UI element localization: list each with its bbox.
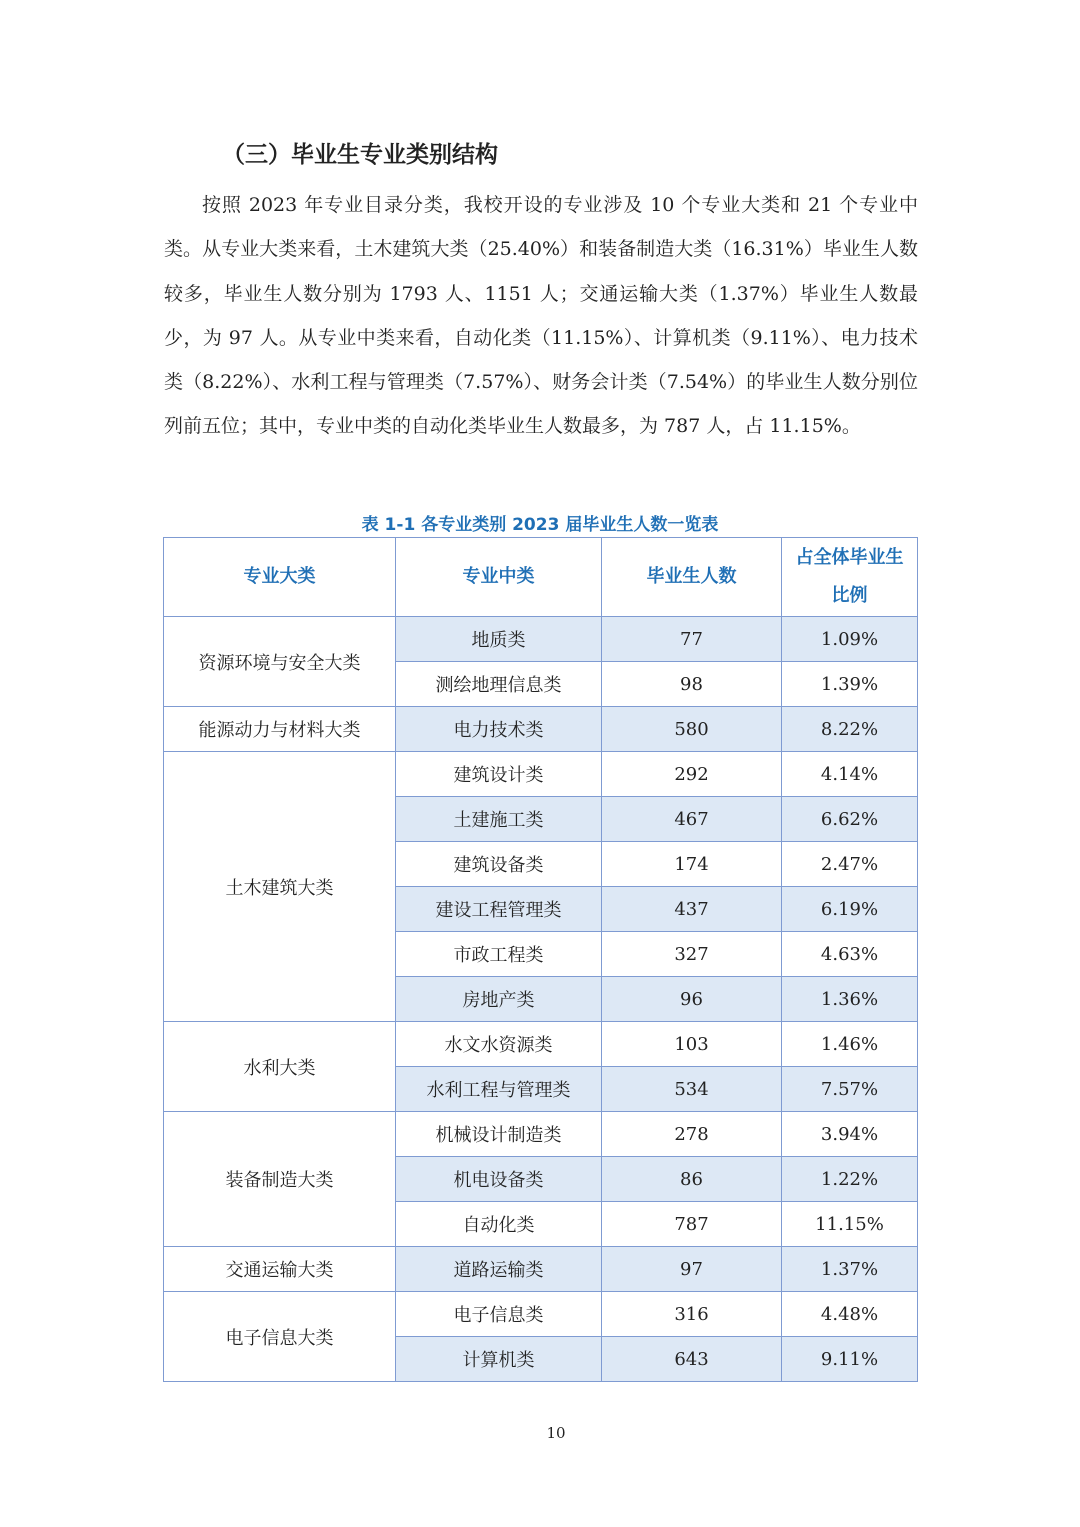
percentage-cell: 6.19% bbox=[782, 887, 918, 932]
percentage-cell: 4.14% bbox=[782, 752, 918, 797]
count-cell: 86 bbox=[602, 1157, 782, 1202]
percentage-cell: 3.94% bbox=[782, 1112, 918, 1157]
graduates-table bbox=[163, 537, 918, 1382]
count-cell: 97 bbox=[602, 1247, 782, 1292]
count-cell: 278 bbox=[602, 1112, 782, 1157]
count-cell: 96 bbox=[602, 977, 782, 1022]
major-category-cell: 装备制造大类 bbox=[164, 1112, 396, 1247]
table-caption: 表 1-1 各专业类别 2023 届毕业生人数一览表 bbox=[361, 515, 719, 535]
major-category-cell: 交通运输大类 bbox=[164, 1247, 396, 1292]
percentage-cell: 4.63% bbox=[782, 932, 918, 977]
sub-category-cell: 水利工程与管理类 bbox=[396, 1067, 602, 1112]
count-cell: 580 bbox=[602, 707, 782, 752]
sub-category-cell: 电子信息类 bbox=[396, 1292, 602, 1337]
count-cell: 98 bbox=[602, 662, 782, 707]
sub-category-cell: 测绘地理信息类 bbox=[396, 662, 602, 707]
table-row bbox=[164, 617, 918, 662]
major-category-cell: 土木建筑大类 bbox=[164, 752, 396, 1022]
sub-category-cell: 土建施工类 bbox=[396, 797, 602, 842]
sub-category-cell: 机电设备类 bbox=[396, 1157, 602, 1202]
sub-category-cell: 自动化类 bbox=[396, 1202, 602, 1247]
count-cell: 292 bbox=[602, 752, 782, 797]
percentage-cell: 9.11% bbox=[782, 1337, 918, 1382]
sub-category-cell: 道路运输类 bbox=[396, 1247, 602, 1292]
header-major-category: 专业大类 bbox=[164, 538, 396, 617]
body-paragraph: 按照 2023 年专业目录分类，我校开设的专业涉及 10 个专业大类和 21 个专业中类。从专业大类来看，土木建筑大类（25.40%）和装备制造大类（16.31%）毕业生人数较多，毕业生人数分别为 1793 人、1151 人；交通运输大类（1.37%）毕业生人数最少，为 97 人。从专业中类来看，自动化类（11.15%）、计算机类（9.11%）、电力技术类（8.22%）、水利工程与管理类（7.57%）、财务会计类（7.54%）的毕业生人数分别位列前五位；其中，专业中类的自动化类毕业生人数最多，为 787 人，占 11.15%。 bbox=[164, 194, 918, 438]
count-cell: 77 bbox=[602, 617, 782, 662]
percentage-cell: 7.57% bbox=[782, 1067, 918, 1112]
sub-category-cell: 机械设计制造类 bbox=[396, 1112, 602, 1157]
percentage-cell: 1.46% bbox=[782, 1022, 918, 1067]
sub-category-cell: 水文水资源类 bbox=[396, 1022, 602, 1067]
percentage-cell: 4.48% bbox=[782, 1292, 918, 1337]
percentage-cell: 1.39% bbox=[782, 662, 918, 707]
count-cell: 316 bbox=[602, 1292, 782, 1337]
count-cell: 787 bbox=[602, 1202, 782, 1247]
table-row bbox=[164, 752, 918, 797]
percentage-cell: 11.15% bbox=[782, 1202, 918, 1247]
header-percentage: 占全体毕业生比例 bbox=[782, 538, 918, 617]
section-heading: （三）毕业生专业类别结构 bbox=[222, 142, 498, 168]
count-cell: 174 bbox=[602, 842, 782, 887]
percentage-cell: 6.62% bbox=[782, 797, 918, 842]
count-cell: 534 bbox=[602, 1067, 782, 1112]
percentage-cell: 2.47% bbox=[782, 842, 918, 887]
header-graduate-count: 毕业生人数 bbox=[602, 538, 782, 617]
major-category-cell: 水利大类 bbox=[164, 1022, 396, 1112]
major-category-cell: 资源环境与安全大类 bbox=[164, 617, 396, 707]
table-row bbox=[164, 1247, 918, 1292]
table-row bbox=[164, 1292, 918, 1337]
sub-category-cell: 地质类 bbox=[396, 617, 602, 662]
table-row bbox=[164, 707, 918, 752]
major-category-cell: 能源动力与材料大类 bbox=[164, 707, 396, 752]
header-sub-category: 专业中类 bbox=[396, 538, 602, 617]
count-cell: 643 bbox=[602, 1337, 782, 1382]
sub-category-cell: 市政工程类 bbox=[396, 932, 602, 977]
count-cell: 103 bbox=[602, 1022, 782, 1067]
percentage-cell: 1.36% bbox=[782, 977, 918, 1022]
percentage-cell: 8.22% bbox=[782, 707, 918, 752]
sub-category-cell: 建筑设计类 bbox=[396, 752, 602, 797]
count-cell: 467 bbox=[602, 797, 782, 842]
sub-category-cell: 房地产类 bbox=[396, 977, 602, 1022]
count-cell: 327 bbox=[602, 932, 782, 977]
percentage-cell: 1.37% bbox=[782, 1247, 918, 1292]
percentage-cell: 1.09% bbox=[782, 617, 918, 662]
major-category-cell: 电子信息大类 bbox=[164, 1292, 396, 1382]
count-cell: 437 bbox=[602, 887, 782, 932]
table-row bbox=[164, 1112, 918, 1157]
page-number: 10 bbox=[546, 1424, 566, 1442]
sub-category-cell: 建筑设备类 bbox=[396, 842, 602, 887]
percentage-cell: 1.22% bbox=[782, 1157, 918, 1202]
sub-category-cell: 建设工程管理类 bbox=[396, 887, 602, 932]
sub-category-cell: 电力技术类 bbox=[396, 707, 602, 752]
table-row bbox=[164, 1022, 918, 1067]
sub-category-cell: 计算机类 bbox=[396, 1337, 602, 1382]
